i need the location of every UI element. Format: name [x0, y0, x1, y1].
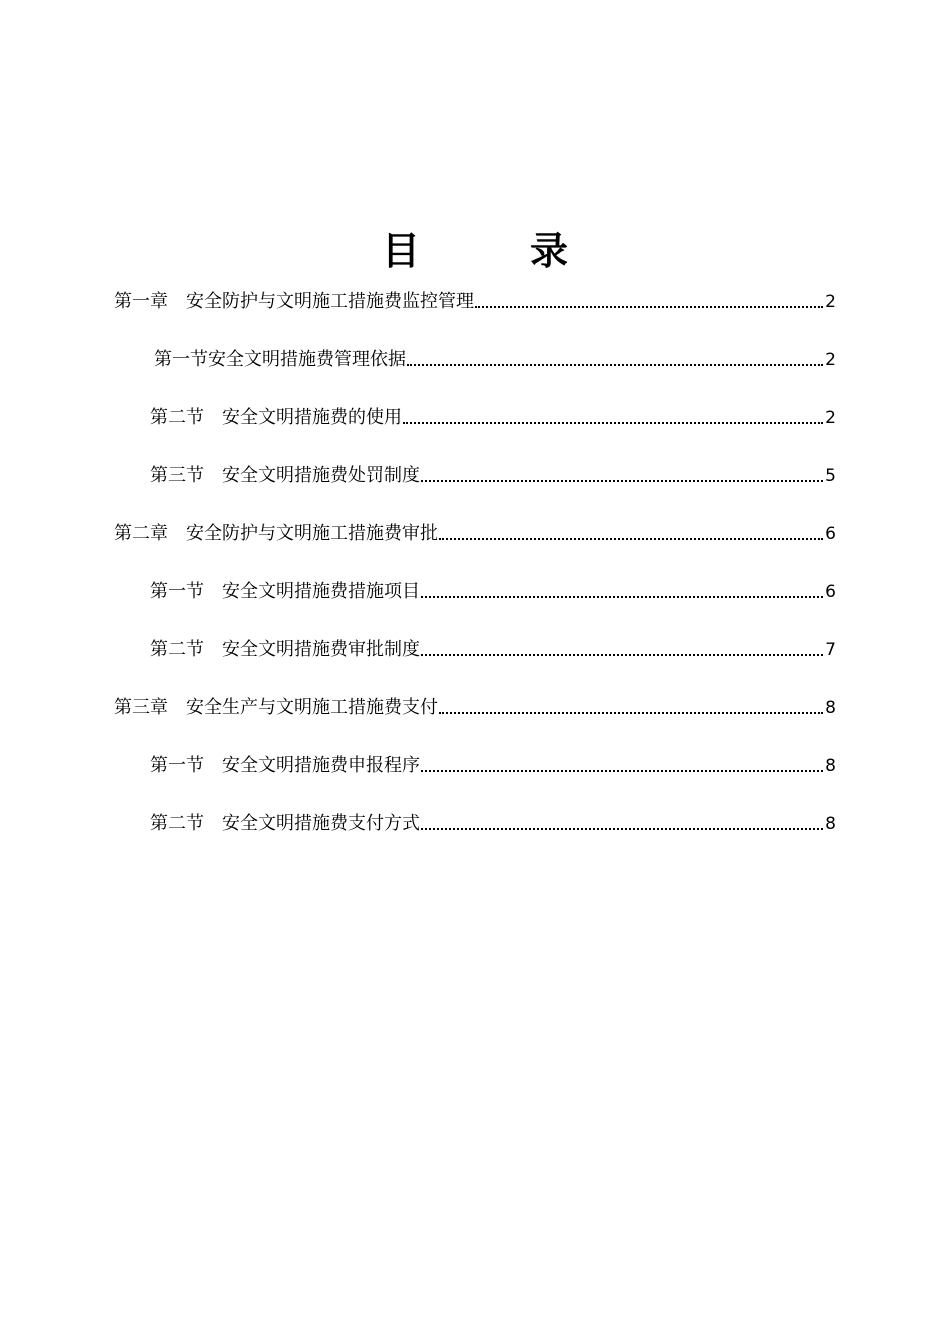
- toc-entry-label: 第一节安全文明措施费管理依据: [154, 349, 406, 370]
- dot-leader: [402, 403, 824, 433]
- toc-entry-section-1-2[interactable]: [150, 403, 836, 433]
- toc-entry-label: 第二节 安全文明措施费的使用: [150, 407, 402, 428]
- toc-page-number: 2: [825, 292, 836, 312]
- toc-page-number: 2: [825, 408, 836, 428]
- dot-leader: [420, 751, 824, 781]
- toc-entry-section-3-1[interactable]: [150, 751, 836, 781]
- dot-leader: [438, 519, 824, 549]
- toc-page-number: 8: [825, 698, 836, 718]
- dot-leader: [438, 693, 824, 723]
- dot-leader: [474, 287, 824, 317]
- toc-title: 目 录: [381, 229, 604, 273]
- toc-entry-label: 第二章 安全防护与文明施工措施费审批: [114, 523, 438, 544]
- toc-entry-label: 第一章 安全防护与文明施工措施费监控管理: [114, 291, 474, 312]
- toc-entry-chapter-3[interactable]: [114, 693, 836, 723]
- toc-entry-label: 第三章 安全生产与文明施工措施费支付: [114, 697, 438, 718]
- toc-entry-section-2-1[interactable]: [150, 577, 836, 607]
- toc-entry-label: 第一节 安全文明措施费申报程序: [150, 755, 420, 776]
- dot-leader: [420, 461, 824, 491]
- dot-leader: [420, 577, 824, 607]
- toc-entry-label: 第二节 安全文明措施费支付方式: [150, 813, 420, 834]
- toc-entry-label: 第二节 安全文明措施费审批制度: [150, 639, 420, 660]
- dot-leader: [420, 635, 824, 665]
- toc-entry-section-2-2[interactable]: [150, 635, 836, 665]
- toc-page-number: 6: [825, 582, 836, 602]
- toc-entry-section-1-3[interactable]: [150, 461, 836, 491]
- toc-page-number: 7: [825, 640, 836, 660]
- toc-entry-chapter-2[interactable]: [114, 519, 836, 549]
- dot-leader: [406, 345, 824, 375]
- toc-page-number: 5: [825, 466, 836, 486]
- toc-page-number: 6: [825, 524, 836, 544]
- dot-leader: [420, 809, 824, 839]
- toc-page-number: 8: [825, 814, 836, 834]
- toc-entry-chapter-1[interactable]: [114, 287, 836, 317]
- toc-page-number: 8: [825, 756, 836, 776]
- toc-entry-label: 第一节 安全文明措施费措施项目: [150, 581, 420, 602]
- toc-entry-section-3-2[interactable]: [150, 809, 836, 839]
- toc-entry-section-1-1[interactable]: [154, 345, 836, 375]
- toc-entry-label: 第三节 安全文明措施费处罚制度: [150, 465, 420, 486]
- toc-page-number: 2: [825, 350, 836, 370]
